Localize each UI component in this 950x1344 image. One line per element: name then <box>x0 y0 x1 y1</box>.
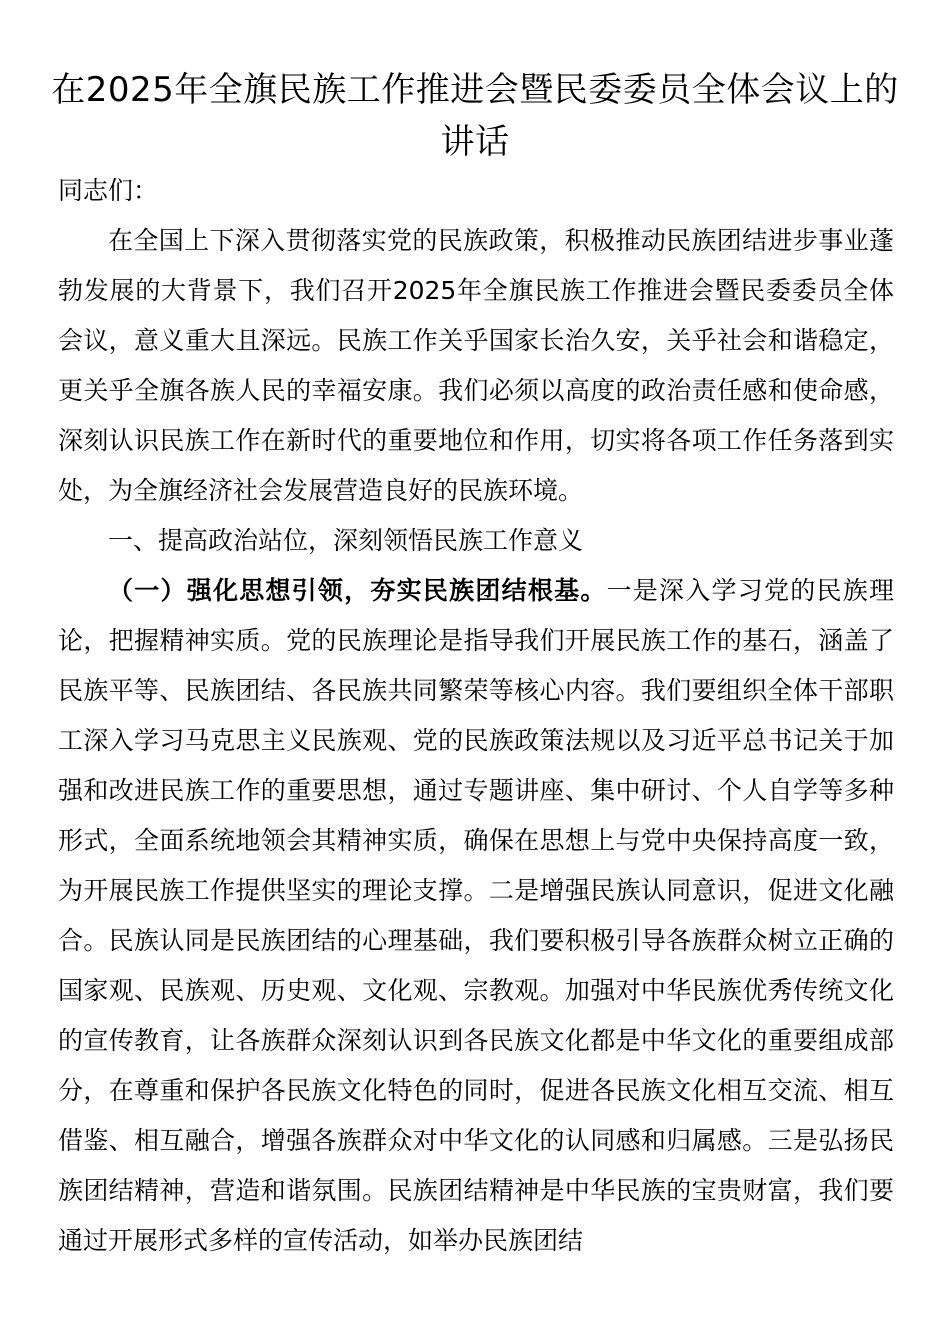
intro-paragraph: 在全国上下深入贯彻落实党的民族政策，积极推动民族团结进步事业蓬勃发展的大背景下，我们召开2025年全旗民族工作推进会暨民委委员全体会议，意义重大且深远。民族工作关乎国家长治久安，关乎社会和谐稳定，更关乎全旗各族人民的幸福安康。我们必须以高度的政治责任感和使命感，深刻认识民族工作在新时代的重要地位和作用，切实将各项工作任务落到实处，为全旗经济社会发展营造良好的民族环境。 <box>58 226 894 505</box>
document-title: 在2025年全旗民族工作推进会暨民委委员全体会议上的讲话 <box>51 70 899 162</box>
document-body <box>58 166 894 1266</box>
subsection-heading: （一）强化思想引领，夯实民族团结根基。 <box>108 576 607 605</box>
subsection-text: 一是深入学习党的民族理论，把握精神实质。党的民族理论是指导我们开展民族工作的基石，涵盖了民族平等、民族团结、各民族共同繁荣等核心内容。我们要组织全体干部职工深入学习马克思主义民族观、党的民族政策法规以及习近平总书记关于加强和改进民族工作的重要思想，通过专题讲座、集中研讨、个人自学等多种形式，全面系统地领会其精神实质，确保在思想上与党中央保持高度一致，为开展民族工作提供坚实的理论支撑。二是增强民族认同意识，促进文化融合。民族认同是民族团结的心理基础，我们要积极引导各族群众树立正确的国家观、民族观、历史观、文化观、宗教观。加强对中华民族优秀传统文化的宣传教育，让各族群众深刻认识到各民族文化都是中华文化的重要组成部分，在尊重和保护各民族文化特色的同时，促进各民族文化相互交流、相互借鉴、相互融合，增强各族群众对中华文化的认同感和归属感。三是弘扬民族团结精神，营造和谐氛围。民族团结精神是中华民族的宝贵财富，我们要通过开展形式多样的宣传活动，如举办民族团结 <box>58 576 894 1255</box>
subsection-paragraph <box>58 566 894 1266</box>
section-heading: 一、提高政治站位，深刻领悟民族工作意义 <box>108 526 584 555</box>
salutation: 同志们： <box>58 176 159 205</box>
